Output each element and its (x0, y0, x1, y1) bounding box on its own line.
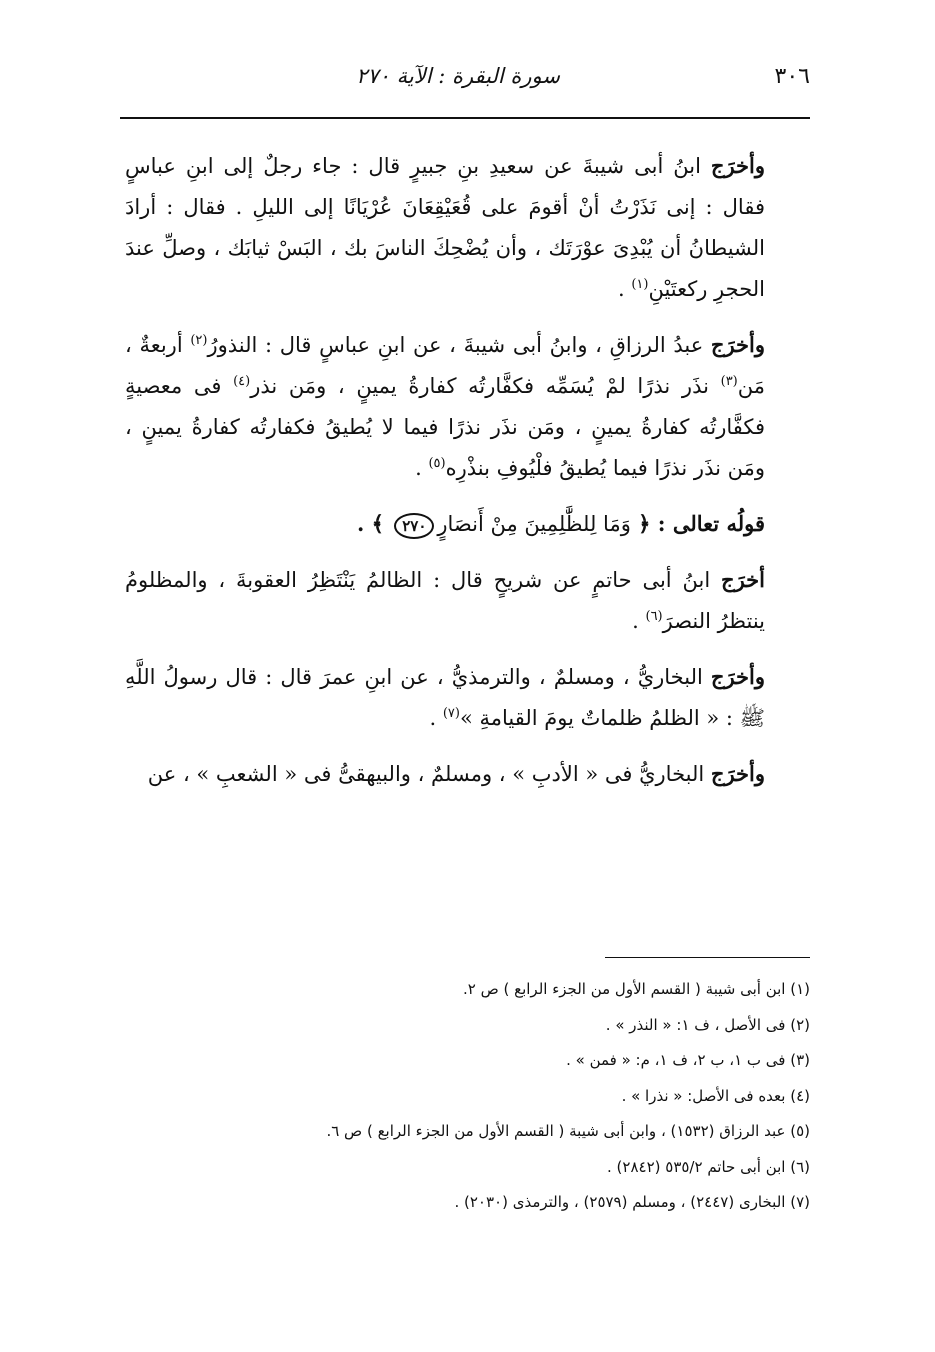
paragraph-lead: وأخرَج (710, 332, 765, 357)
footnote-7: (٧) البخارى (٢٤٤٧) ، ومسلم (٢٥٧٩) ، والترمذى (٢٠٣٠) . (454, 1193, 810, 1211)
quran-verse (125, 503, 765, 545)
paragraph-end: . (429, 706, 443, 730)
header-rule (120, 117, 810, 119)
paragraph-lead: أخرَج (721, 567, 765, 592)
paragraph-text: عبدُ الرزاقِ ، وابنُ أبى شيبةَ ، عن ابنِ عباسٍ قال : النذورُ (207, 333, 711, 357)
verse-close-bracket: ﴾ . (356, 511, 392, 536)
footnote-rule (605, 957, 810, 958)
page-number: ٣٠٦ (774, 64, 810, 89)
paragraph-end: . (632, 609, 646, 633)
paragraph-5 (125, 753, 765, 795)
page-header (120, 58, 810, 98)
footnote-ref[interactable]: (٢) (190, 333, 208, 348)
footnote-2: (٢) فى الأصل ، ف ١: « النذر » . (605, 1015, 810, 1034)
paragraph-4 (125, 656, 765, 739)
footnote-ref[interactable]: (٦) (645, 609, 663, 624)
footnote-4: (٤) بعده فى الأصل: « نذرا » . (621, 1086, 810, 1105)
footnote-ref[interactable]: (٧) (442, 706, 460, 721)
paragraph-end: . (617, 277, 632, 301)
paragraph-text: ابنُ أبى حاتمٍ عن شريحٍ قال : الظالمُ يَنْتَظِرُ العقوبةَ ، والمظلومُ ينتظرُ النصرَ (125, 568, 765, 633)
main-text (125, 145, 765, 809)
paragraph-end: . (415, 456, 429, 480)
footnote-1: (١) ابن أبى شيبة ( القسم الأول من الجزء الرابع ) ص ٢. (462, 980, 810, 998)
paragraph-text: فى معصيةٍ فكفَّارتُه كفارةُ يمينٍ ، ومَن نذَر نذرًا فيما لا يُطيقُ فكفارتُه كفارةُ يمينٍ ، ومَن نذَر نذرًا فيما يُطيقُ فلْيُوفِ بنذْرِه (125, 374, 765, 480)
paragraph-lead: وأخرَج (710, 664, 765, 689)
running-head: سورة البقرة : الآية ٢٧٠ (356, 64, 560, 88)
footnote-5: (٥) عبد الرزاق (١٥٣٢) ، وابن أبى شيبة ( القسم الأول من الجزء الرابع ) ص ٦. (326, 1122, 810, 1140)
paragraph-text: البخاريُّ فى « الأدبِ » ، ومسلمٌ ، والبيهقىُّ فى « الشعبِ » ، عن (147, 762, 711, 786)
footnotes (130, 972, 810, 1221)
footnote-ref[interactable]: (٤) (233, 374, 251, 389)
verse-open-bracket: ﴿ (630, 511, 658, 536)
footnote-ref[interactable]: (٣) (720, 374, 738, 389)
footnote-6: (٦) ابن أبى حاتم ٥٣٥/٢ (٢٨٤٢) . (607, 1157, 810, 1176)
ayah-number-mark: ٢٧٠ (394, 513, 434, 539)
paragraph-text: أربعةٌ ، مَن (125, 333, 765, 398)
paragraph-text: نذَر نذرًا لمْ يُسَمِّه فكفَّارتُه كفارةُ يمينٍ ، ومَن نذر (250, 374, 721, 398)
paragraph-2 (125, 324, 765, 489)
verse-text: وَمَا لِلظَّٰلِمِينَ مِنْ أَنصَارٍ (437, 512, 631, 536)
footnote-ref[interactable]: (٥) (428, 456, 446, 471)
paragraph-lead: وأخرَج (710, 761, 765, 786)
paragraph-1 (125, 145, 765, 310)
footnote-ref[interactable]: (١) (631, 277, 649, 292)
verse-lead: قولُه تعالى : (657, 511, 765, 536)
paragraph-text: ابنُ أبى شيبةَ عن سعيدِ بنِ جبيرٍ قال : جاء رجلٌ إلى ابنِ عباسٍ فقال : إنى نَذَرْتُ أنْ أقومَ على قُعَيْقِعَانَ عُرْيَانًا إلى الليلِ . فقال : أرادَ الشيطانُ أن يُبْدِىَ عوْرَتَك ، وأن يُضْحِكَ الناسَ بك ، البَسْ ثيابَك ، وصلِّ عندَ الحجرِ ركعتَيْنِ (125, 154, 765, 301)
footnote-3: (٣) فى ب ١، ب ٢، ف ١، م: « فمن » . (566, 1051, 810, 1069)
paragraph-3 (125, 559, 765, 642)
paragraph-text: البخاريُّ ، ومسلمٌ ، والترمذيُّ ، عن ابنِ عمرَ قال : قال رسولُ اللَّهِ ﷺ : « الظلمُ ظلماتٌ يومَ القيامةِ » (125, 665, 765, 730)
paragraph-lead: وأخرَج (710, 153, 765, 178)
